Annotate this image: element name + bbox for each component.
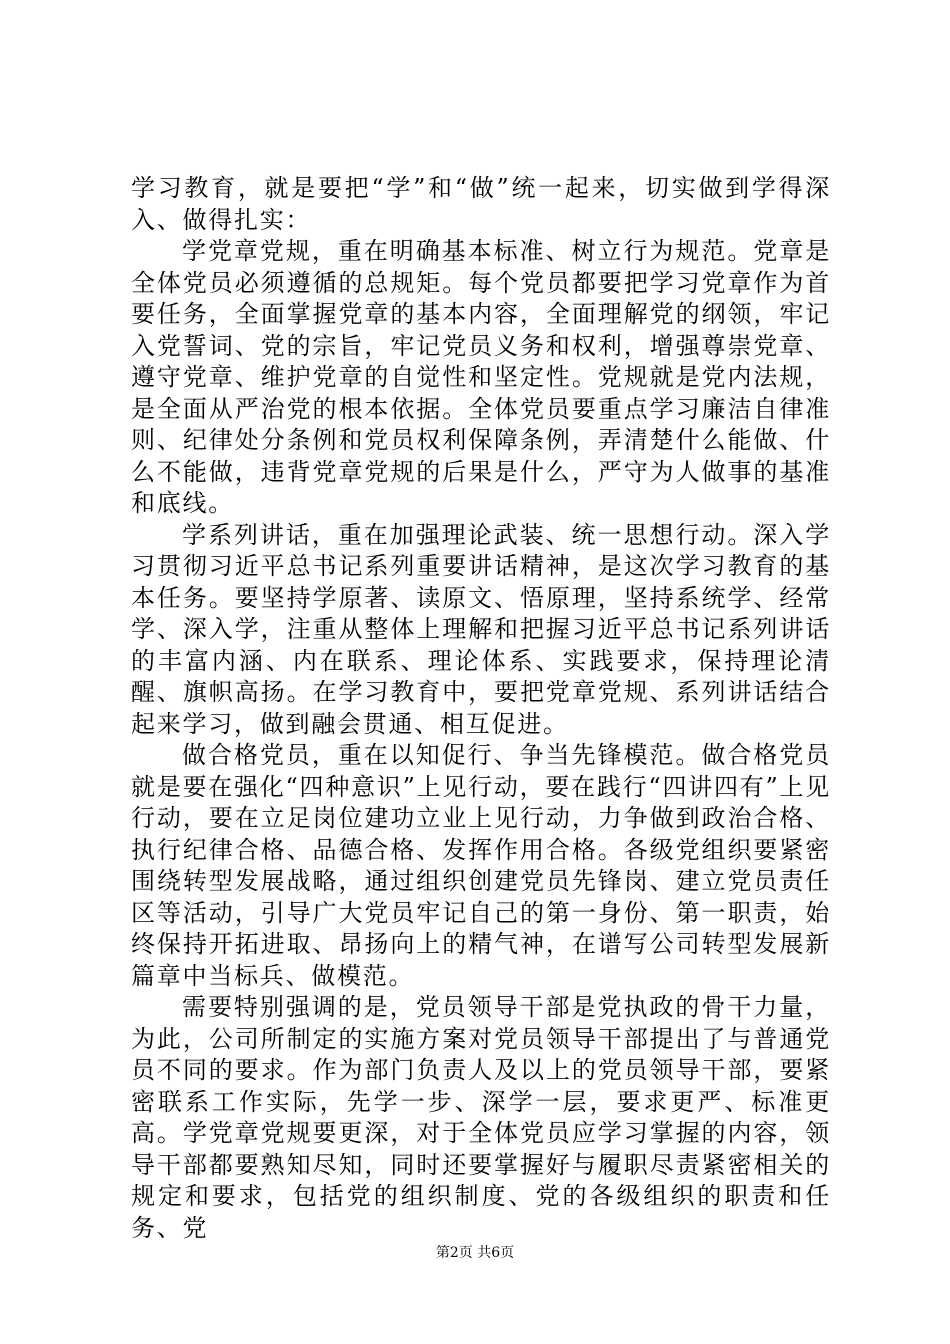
paragraph-study-party-constitution: 学党章党规，重在明确基本标准、树立行为规范。党章是全体党员必须遵循的总规矩。每个党员都要把学习党章作为首要任务，全面掌握党章的基本内容，全面理解党的纲领，牢记入党誓词、党的宗旨，牢记党员义务和权利，增强尊崇党章、遵守党章、维护党章的自觉性和坚定性。党规就是党内法规，是全面从严治党的根本依据。全体党员要重点学习廉洁自律准则、纪律处分条例和党员权利保障条例，弄清楚什么能做、什么不能做，违背党章党规的后果是什么，严守为人做事的基准和底线。 <box>131 237 831 517</box>
page-footer <box>0 1243 950 1263</box>
paragraph-leading-cadres: 需要特别强调的是，党员领导干部是党执政的骨干力量，为此，公司所制定的实施方案对党员领导干部提出了与普通党员不同的要求。作为部门负责人及以上的党员领导干部，要紧密联系工作实际，先学一步、深学一层，要求更严、标准更高。学党章党规要更深，对于全体党员应学习掌握的内容，领导干部都要熟知尽知，同时还要掌握好与履职尽责紧密相关的规定和要求，包括党的组织制度、党的各级组织的职责和任务、党 <box>131 993 831 1242</box>
paragraph-qualified-member: 做合格党员，重在以知促行、争当先锋模范。做合格党员就是要在强化“四种意识”上见行动，要在践行“四讲四有”上见行动，要在立足岗位建功立业上见行动，力争做到政治合格、执行纪律合格、品德合格、发挥作用合格。各级党组织要紧密围绕转型发展战略，通过组织创建党员先锋岗、建立党员责任区等活动，引导广大党员牢记自己的第一身份、第一职责，始终保持开拓进取、昂扬向上的精气神，在谱写公司转型发展新篇章中当标兵、做模范。 <box>131 741 831 990</box>
document-body <box>131 173 831 1244</box>
paragraph-study-speeches: 学系列讲话，重在加强理论武装、统一思想行动。深入学习贯彻习近平总书记系列重要讲话精神，是这次学习教育的基本任务。要坚持学原著、读原文、悟原理，坚持系统学、经常学、深入学，注重从整体上理解和把握习近平总书记系列讲话的丰富内涵、内在联系、理论体系、实践要求，保持理论清醒、旗帜高扬。在学习教育中，要把党章党规、系列讲话结合起来学习，做到融会贯通、相互促进。 <box>131 520 831 738</box>
page-number: 第2页 共6页 <box>435 1245 515 1261</box>
paragraph-continuation: 学习教育，就是要把“学”和“做”统一起来，切实做到学得深入、做得扎实： <box>131 174 831 234</box>
